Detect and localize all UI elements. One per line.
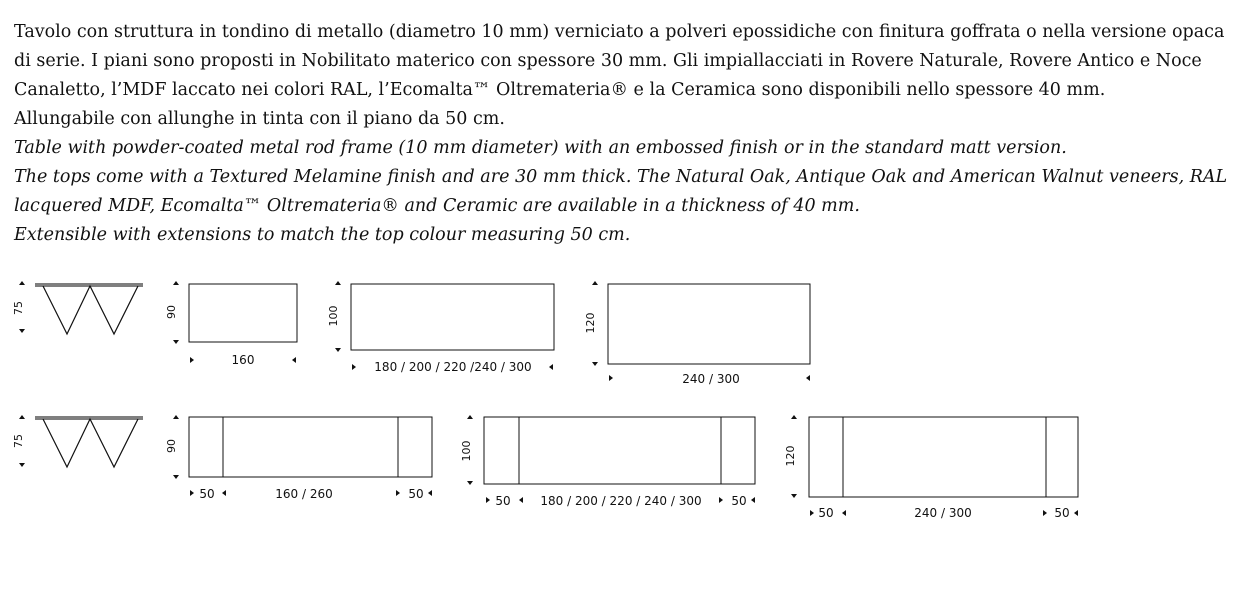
table-top-plan (189, 417, 432, 477)
extension-right-label: 50 (1054, 506, 1070, 520)
table-top-plan (809, 417, 1078, 497)
arrow-left-icon (806, 375, 810, 381)
fixed-table-100 (327, 281, 554, 374)
length-label: 240 / 300 (914, 506, 972, 520)
arrow-down-icon (791, 494, 797, 498)
arrow-up-icon (467, 415, 473, 419)
description-it-line-1: Tavolo con struttura in tondino di metallo (diametro 10 mm) verniciato a polveri epossidiche con finitura goffrata o nella versione opaca (14, 22, 1225, 42)
arrow-left-icon (428, 490, 432, 496)
arrow-up-icon (592, 281, 598, 285)
extension-left-label: 50 (199, 487, 215, 501)
description-en-line-1: Table with powder-coated metal rod frame (10 mm diameter) with an embossed finish or in the standard matt version. (14, 138, 1067, 158)
table-top-plan (189, 284, 297, 342)
depth-label: 90 (165, 305, 178, 319)
arrow-down-icon (335, 348, 341, 352)
arrow-down-icon (19, 463, 25, 467)
fixed-height-label: 75 (12, 301, 25, 315)
depth-label: 100 (460, 440, 473, 462)
arrow-left-icon (222, 490, 226, 496)
arrow-right-icon (190, 490, 194, 496)
depth-label: 120 (784, 445, 797, 467)
fixed-table-90 (165, 281, 297, 367)
arrow-right-icon (609, 375, 613, 381)
arrow-right-icon (719, 497, 723, 503)
arrow-down-icon (173, 340, 179, 344)
arrow-left-icon (292, 357, 296, 363)
arrow-right-icon (396, 490, 400, 496)
arrow-right-icon (810, 510, 814, 516)
description-it-line-2: di serie. I piani sono proposti in Nobilitato materico con spessore 30 mm. Gli impiallacciati in Rovere Naturale, Rovere Antico e Noce (14, 51, 1202, 71)
table-legs (43, 419, 138, 467)
extendable-table-100 (460, 415, 755, 508)
length-label: 160 (231, 353, 255, 367)
length-label: 180 / 200 / 220 / 240 / 300 (540, 494, 702, 508)
arrow-up-icon (173, 415, 179, 419)
length-label: 180 / 200 / 220 /240 / 300 (374, 360, 532, 374)
arrow-left-icon (842, 510, 846, 516)
depth-label: 100 (327, 305, 340, 327)
table-top-plan (608, 284, 810, 364)
extension-left-label: 50 (495, 494, 511, 508)
extendable-side-view (12, 415, 143, 467)
extendable-table-90 (165, 415, 432, 501)
extension-right-label: 50 (731, 494, 747, 508)
description-en-line-2: The tops come with a Textured Melamine finish and are 30 mm thick. The Natural Oak, Antique Oak and American Walnut veneers, RAL (14, 167, 1228, 187)
arrow-down-icon (173, 475, 179, 479)
arrow-down-icon (19, 329, 25, 333)
description-en-line-4: Extensible with extensions to match the top colour measuring 50 cm. (14, 225, 631, 245)
table-top-plan (351, 284, 554, 350)
arrow-left-icon (1074, 510, 1078, 516)
arrow-right-icon (352, 364, 356, 370)
extendable-height-label: 75 (12, 434, 25, 448)
arrow-up-icon (335, 281, 341, 285)
arrow-up-icon (19, 281, 25, 285)
arrow-down-icon (592, 362, 598, 366)
arrow-up-icon (791, 415, 797, 419)
arrow-up-icon (19, 415, 25, 419)
arrow-left-icon (519, 497, 523, 503)
description-it-line-4: Allungabile con allunghe in tinta con il piano da 50 cm. (14, 109, 505, 129)
description-en-line-3: lacquered MDF, Ecomalta™ Oltremateria® and Ceramic are available in a thickness of 40 mm. (14, 196, 860, 216)
arrow-right-icon (190, 357, 194, 363)
arrow-left-icon (549, 364, 553, 370)
description-it-line-3: Canaletto, l’MDF laccato nei colori RAL, l’Ecomalta™ Oltremateria® e la Ceramica sono disponibili nello spessore 40 mm. (14, 80, 1106, 100)
arrow-left-icon (751, 497, 755, 503)
arrow-down-icon (467, 481, 473, 485)
length-label: 160 / 260 (275, 487, 333, 501)
extension-right-label: 50 (408, 487, 424, 501)
arrow-up-icon (173, 281, 179, 285)
extendable-table-120 (784, 415, 1078, 520)
depth-label: 90 (165, 439, 178, 453)
fixed-side-view (12, 281, 143, 334)
length-label: 240 / 300 (682, 372, 740, 386)
depth-label: 120 (584, 312, 597, 334)
table-top-plan (484, 417, 755, 484)
arrow-right-icon (1043, 510, 1047, 516)
extension-left-label: 50 (818, 506, 834, 520)
fixed-table-120 (584, 281, 810, 386)
arrow-right-icon (486, 497, 490, 503)
table-legs (43, 286, 138, 334)
